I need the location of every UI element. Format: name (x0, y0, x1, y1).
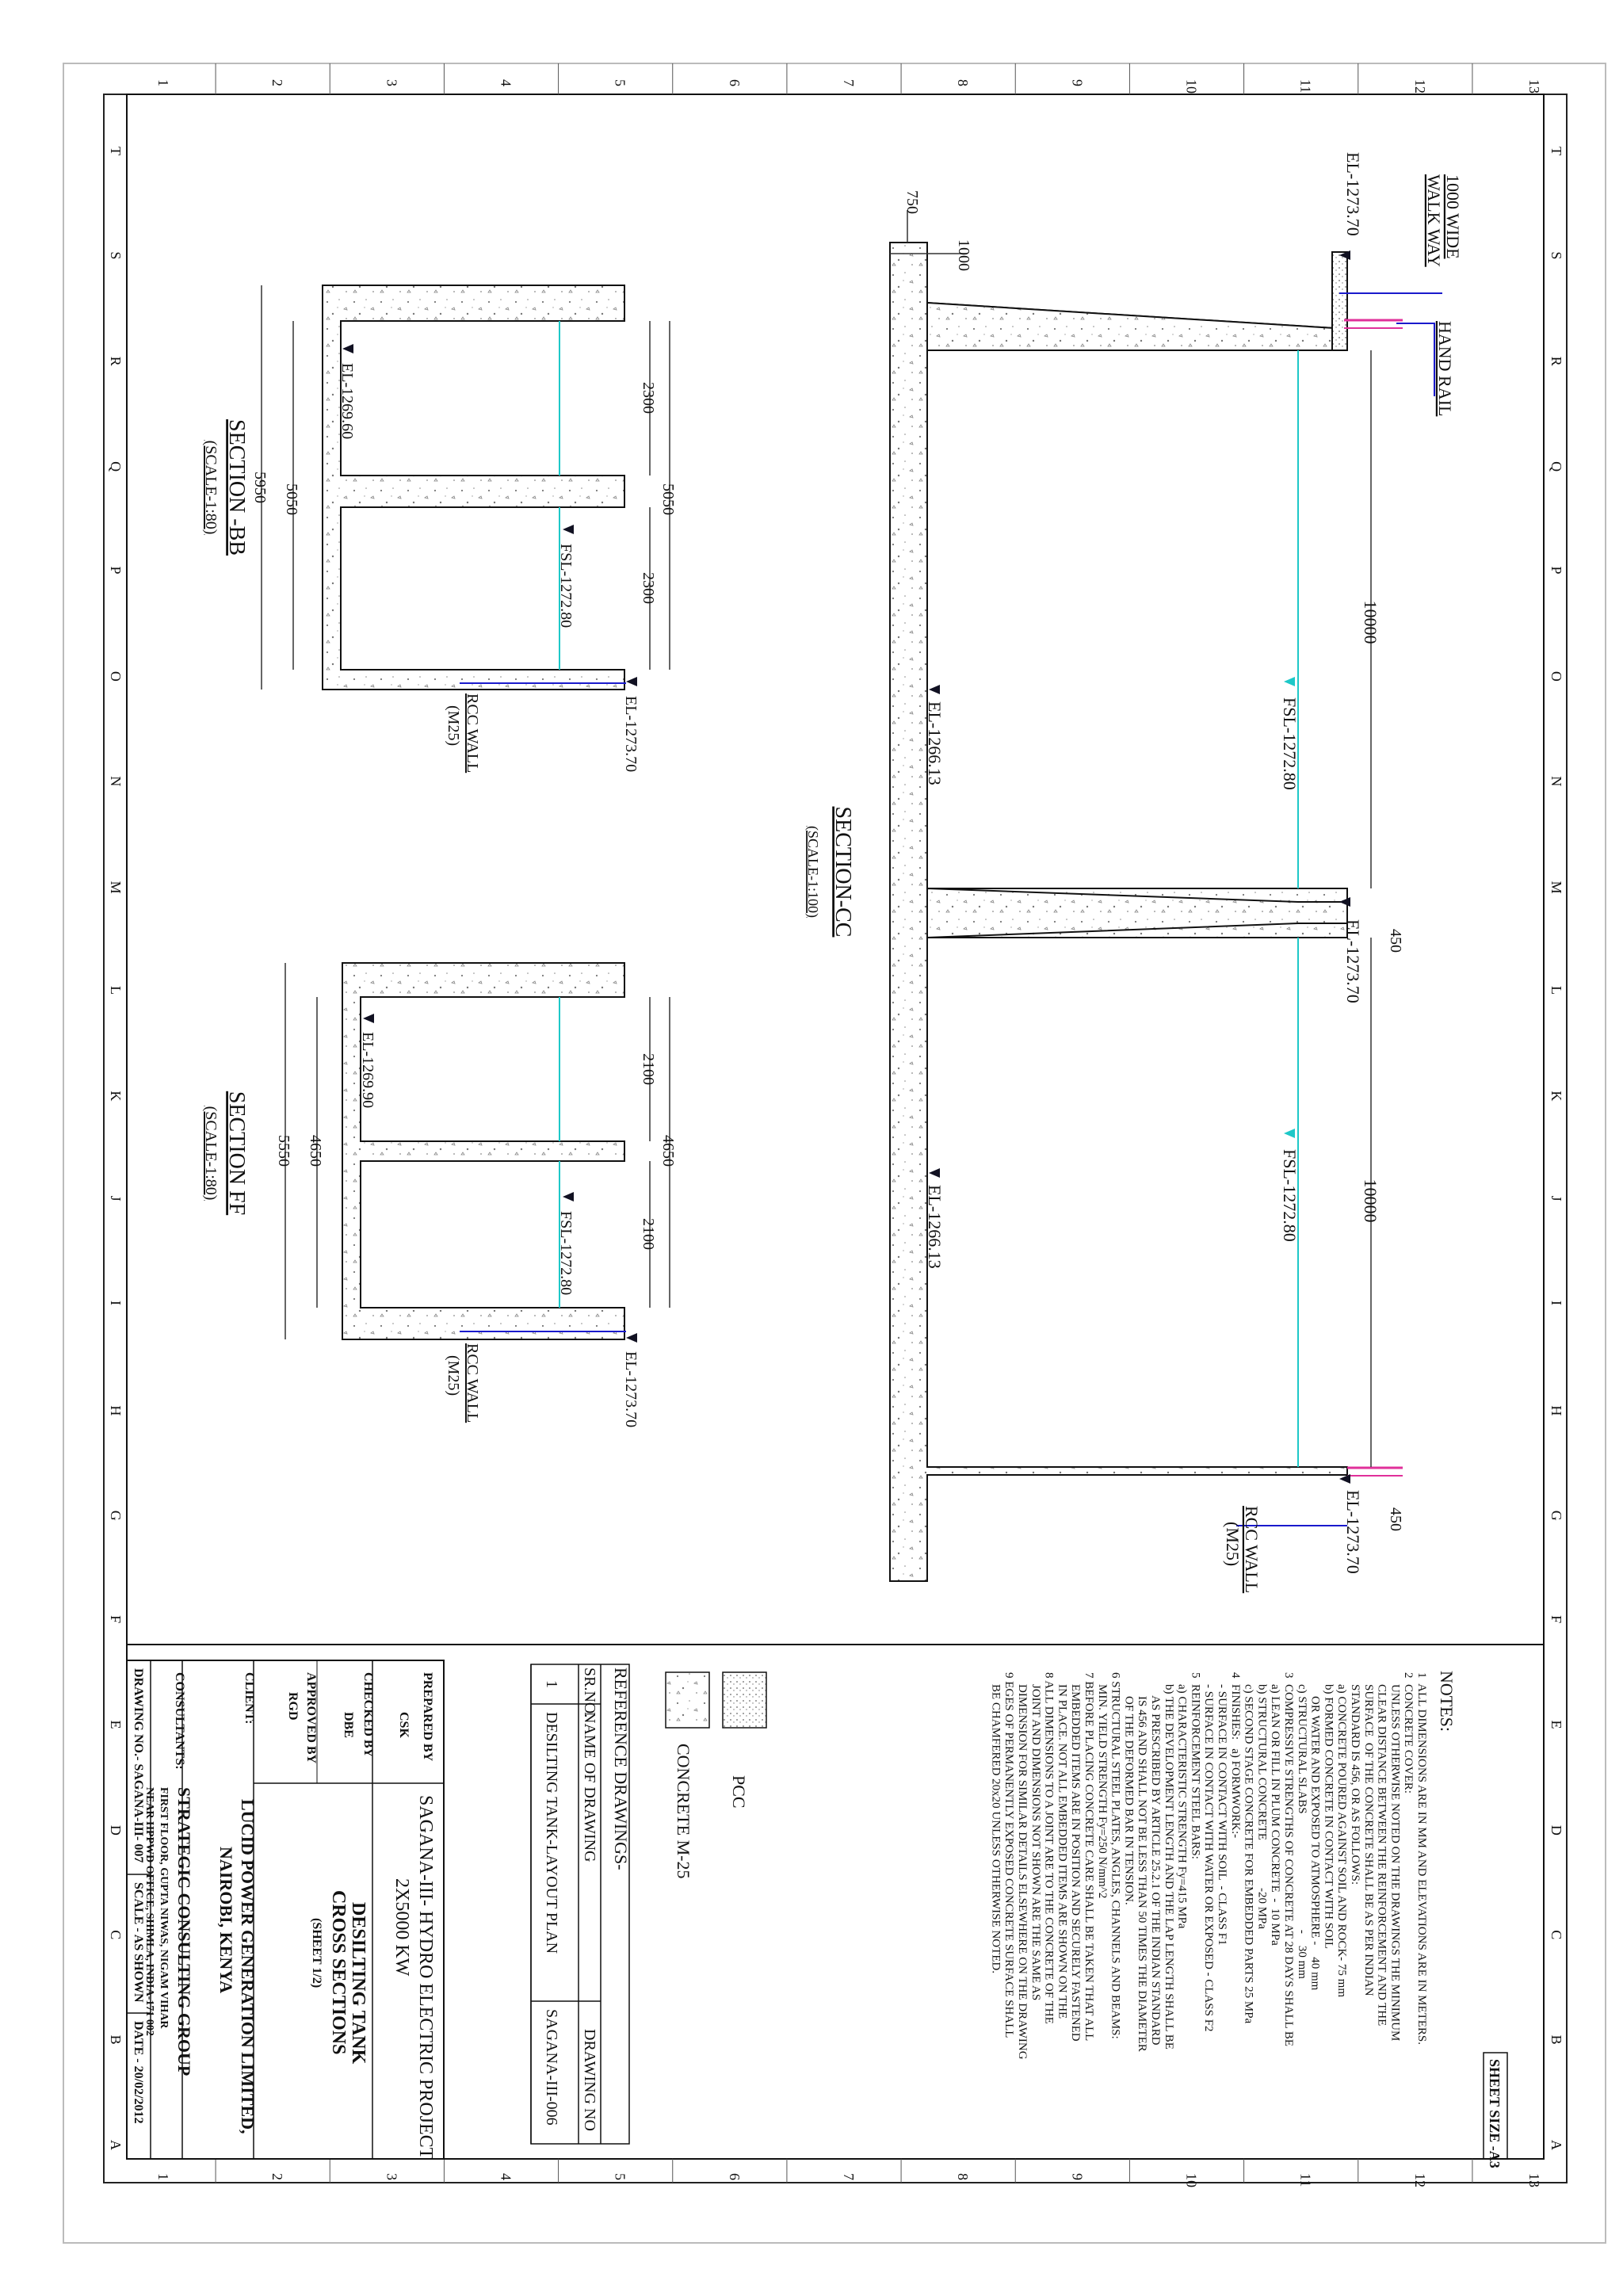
note-line: a) CONCRETE POURED AGAINST SOIL AND ROCK- 75 mm (1335, 1672, 1349, 1998)
note-line: JOINT AND DIMENSIONS NOT SHOWN ARE THE SAME AS (1029, 1672, 1042, 2001)
section-ff-title: SECTION FF (224, 1091, 249, 1216)
level-ff-fsl: FSL-1272.80 (557, 1211, 575, 1296)
grid-letter: S (108, 251, 124, 260)
level-bb-top: EL-1273.70 (622, 696, 640, 773)
grid-letter: N (108, 776, 124, 787)
walkway-slab (1332, 252, 1347, 350)
title-block (127, 1660, 444, 2160)
tb-project-1: SAGANA-III- HYDRO ELECTRIC PROJECT (415, 1795, 436, 2160)
level-mid-top: EL-1273.70 (1343, 919, 1363, 1003)
grid-letter: O (108, 670, 124, 682)
dim-bb-5050-r: 5050 (659, 483, 677, 515)
grid-letter: H (108, 1405, 124, 1416)
note-line: 4 FINISHES: a) FORMWORK:- (1228, 1672, 1242, 1839)
reference-drawings (531, 1664, 631, 2144)
grid-number: 3 (384, 2173, 400, 2180)
grid-letter: B (108, 2034, 124, 2045)
grid-letter: M (108, 881, 124, 894)
grid-letter: A (1549, 2140, 1564, 2150)
rcc-wall-ff-1: RCC WALL (464, 1343, 481, 1423)
grid-number: 7 (841, 2173, 857, 2180)
note-line: UNLESS OTHERWISE NOTED ON THE DRAWINGS THE MINIMUM (1388, 1672, 1402, 2042)
dim-ff-5550: 5550 (275, 1135, 292, 1167)
legend-pcc-swatch (723, 1672, 766, 1728)
dim-450-bottom: 450 (1387, 1507, 1404, 1531)
section-bb (202, 285, 677, 773)
grid-number: 8 (955, 2173, 972, 2180)
grid-number: 11 (1297, 79, 1314, 94)
walkway-label-1: 1000 WIDE (1443, 174, 1463, 259)
level-marker-ff-bed (363, 1014, 374, 1023)
grid-number: 10 (1183, 2173, 1200, 2187)
dim-ff-2100-b: 2100 (640, 1218, 657, 1250)
note-line: c) STRUCTURAL SLABS - 30 mm (1295, 1672, 1308, 1979)
note-line: IS 456 AND SHALL NOT BE LESS THAN 50 TIMES THE DIAMETER (1136, 1672, 1149, 2052)
note-line: STANDARD IS 456, OR AS FOLLOWS: (1349, 1672, 1361, 1885)
dim-ff-2100-a: 2100 (640, 1053, 657, 1085)
tb-drawing-no: DRAWING NO.- SAGANA-III- 007 (132, 1668, 145, 1863)
tb-drawing-title-2: CROSS SECTIONS (328, 1890, 349, 2055)
level-bb-bed: EL-1269.60 (338, 363, 356, 440)
grid-letter: L (108, 985, 124, 995)
note-line: MIN. YIELD STRENGTH Fy=250 N/mm^2 (1095, 1672, 1109, 1899)
ref-row-no: SAGANA-III-006 (543, 2009, 560, 2126)
note-line: DIMENSION FOR SIMILAR DETAILS ELSEWHERE ON THE DRAWING (1016, 1672, 1029, 2060)
bed-cc-2: EL-1266.13 (925, 1185, 945, 1269)
note-line: 3 COMPRESSIVE STRENGTHS OF CONCRETE AT 28 DAYS SHALL BE (1282, 1672, 1295, 2047)
section-cc-title: SECTION-CC (831, 806, 855, 938)
tb-approved-value: RGD (286, 1692, 300, 1721)
level-marker-bb-top (626, 677, 637, 686)
note-line: 2 CONCRETE COVER: (1402, 1672, 1415, 1794)
section-cc (804, 152, 1463, 1593)
grid-number: 10 (1183, 79, 1200, 94)
rcc-wall-cc-1: RCC WALL (1242, 1506, 1262, 1594)
grid-letter: B (1549, 2034, 1564, 2045)
grid-number: 5 (612, 2173, 628, 2180)
note-line: EMBEDDED ITEMS ARE IN POSITION AND SECURELY FASTENED (1069, 1672, 1083, 2042)
note-line: c) SECOND STAGE CONCRETE FOR EMBEDDED PARTS 25 MPa (1242, 1672, 1255, 2024)
grid-letter: L (1549, 985, 1564, 995)
ref-title: REFERENCE DRAWINGS- (611, 1668, 631, 1870)
ref-row-name: DESILTING TANK-LAYOUT PLAN (543, 1712, 560, 1954)
grid-number: 12 (1411, 2173, 1428, 2187)
section-cc-wedge-top (927, 303, 1347, 350)
note-line: b) STRUCTURAL CONCRETE -20 MPa (1255, 1672, 1269, 1930)
dim-bb-5050-l: 5050 (283, 483, 300, 515)
grid-letter: C (108, 1930, 124, 1940)
grid-number: 4 (498, 2173, 514, 2180)
level-walkway: EL-1273.70 (1343, 152, 1363, 236)
grid-letter: K (108, 1091, 124, 1102)
rcc-wall-ff-2: (M25) (445, 1355, 462, 1396)
grid-letter: F (108, 1615, 124, 1624)
dim-750: 750 (903, 190, 921, 214)
note-line: AS PRESCRIBED BY ARTICLE 25.2.1 OF THE INDIAN STANDARD (1149, 1672, 1162, 2046)
dim-bb-2300-a: 2300 (640, 382, 657, 414)
note-line: - SURFACE IN CONTACT WITH SOIL - CLASS F1 (1216, 1672, 1228, 1946)
level-ff-top: EL-1273.70 (622, 1351, 640, 1428)
tb-scale: SCALE - AS SHOWN (132, 1882, 145, 2003)
legend-pcc-label: PCC (729, 1775, 749, 1809)
grid-letter: G (1549, 1510, 1564, 1521)
tb-drawing-title-3: (SHEET 1/2) (310, 1918, 323, 1988)
section-ff-concrete (342, 963, 624, 1339)
grid-letter: R (108, 356, 124, 366)
grid-letter: R (1549, 356, 1564, 366)
grid-number: 1 (155, 2173, 171, 2180)
grid-number: 13 (1526, 2173, 1542, 2187)
dim-1000: 1000 (955, 239, 972, 271)
legend (666, 1672, 766, 1879)
level-marker-bb-bed (342, 344, 353, 353)
grid-letter: F (1549, 1615, 1564, 1624)
dim-10000-b: 10000 (1361, 1179, 1381, 1223)
section-ff (202, 963, 677, 1427)
note-line: 7 BEFORE PLACING CONCRETE CARE SHALL BE TAKEN THAT ALL (1083, 1672, 1095, 2042)
note-line: SURFACE OF THE CONCRETE SHALL BE AS PER INDIAN (1361, 1672, 1375, 1996)
section-bb-concrete (323, 285, 624, 690)
note-line: OR WATER AND EXPOSED TO ATMOSPHERE - 40 mm (1308, 1672, 1322, 1991)
grid-letter: P (1549, 566, 1564, 575)
grid-number: 11 (1297, 2173, 1314, 2187)
note-line: a) CHARACTERISTIC STRENGTH Fy=415 MPa (1175, 1672, 1189, 1929)
note-line: 1 ALL DIMENSIONS ARE IN MM AND ELEVATIONS ARE IN METERS. (1415, 1672, 1428, 2046)
grid-number: 9 (1069, 79, 1086, 86)
ref-row-srno: 1 (543, 1680, 560, 1688)
tb-drawing-title-1: DESILTING TANK (348, 1902, 369, 2065)
legend-concrete-swatch (666, 1672, 709, 1728)
note-line: 5 REINFORCEMENT STEEL BARS: (1189, 1672, 1202, 1859)
section-cc-base-cutout-2 (927, 938, 1298, 1467)
tb-consultant-1: STRATEGIC CONSULTING GROUP (174, 1787, 194, 2076)
grid-letter: P (108, 566, 124, 575)
tb-consultant-3: NEAR HPPWD OFFICE, SHIMLA, INDIA-171 002 (143, 1787, 155, 2036)
level-bb-fsl: FSL-1272.80 (557, 544, 575, 628)
tb-consultants-label: CONSULTANTS: (173, 1672, 186, 1770)
tb-date: DATE - 20/02/2012 (132, 2021, 145, 2124)
section-bb-scale: (SCALE-1:80) (202, 440, 220, 535)
grid-number: 3 (384, 79, 400, 86)
section-ff-scale: (SCALE-1:80) (202, 1106, 220, 1201)
grid-number: 5 (612, 79, 628, 86)
level-marker-ff-fsl (563, 1192, 574, 1201)
grid-letter: H (1549, 1405, 1564, 1416)
grid-letter: M (1549, 881, 1564, 894)
grid-number: 12 (1411, 79, 1428, 94)
grid-letter: T (108, 147, 124, 155)
handrail-leader (1396, 323, 1434, 396)
tb-prepared-value: CSK (397, 1712, 411, 1738)
tb-checked-label: CHECKED BY (361, 1672, 375, 1758)
tb-client-label: CLIENT: (242, 1672, 256, 1725)
ref-header-srno: SR.NO. (581, 1668, 598, 1718)
grid-letter: K (1549, 1091, 1564, 1102)
section-cc-scale: (SCALE-1:100) (805, 826, 821, 918)
tb-approved-label: APPROVED BY (304, 1672, 318, 1764)
section-cc-base-cutout (927, 350, 1298, 888)
note-line: 8 ALL DIMENSIONS TO A JOINT ARE TO THE CONCRETE OF THE (1042, 1672, 1056, 2024)
grid-number: 4 (498, 79, 514, 86)
ref-header-name: NAME OF DRAWING (581, 1712, 598, 1862)
fsl-cc-2: FSL-1272.80 (1280, 1149, 1300, 1242)
grid-number: 8 (955, 79, 972, 86)
note-line: BE CHAMFERED 20x20 UNLESS OTHERWISE NOTED. (989, 1672, 1002, 1974)
sheet-size-label: SHEET SIZE -A3 (1487, 2059, 1503, 2168)
grid-letter: N (1549, 776, 1564, 787)
rcc-wall-cc-2: (M25) (1223, 1522, 1243, 1567)
grid-number: 2 (269, 79, 286, 86)
note-line: 6 STRUCTURAL STEEL PLATES, ANGLES, CHANNELS AND BEAMS: (1109, 1672, 1122, 2039)
dim-10000-a: 10000 (1361, 600, 1381, 644)
dim-ff-4650-l: 4650 (307, 1135, 324, 1167)
grid-letter: D (108, 1824, 124, 1836)
bed-cc-1: EL-1266.13 (925, 701, 945, 785)
grid-letter: C (1549, 1930, 1564, 1940)
notes-title: NOTES: (1437, 1671, 1457, 1732)
grid-letter: O (1549, 670, 1564, 682)
grid-number: 9 (1069, 2173, 1086, 2180)
tb-client-1: LUCID POWER GENERATION LIMITED, (238, 1799, 258, 2134)
grid-letter: G (108, 1510, 124, 1521)
section-bb-title: SECTION -BB (224, 419, 249, 556)
fsl-cc-1: FSL-1272.80 (1280, 697, 1300, 790)
grid-letter: J (108, 1195, 124, 1201)
note-line: - SURFACE IN CONTACT WITH WATER OR EXPOSED - CLASS F2 (1202, 1672, 1216, 2032)
rcc-wall-bb-1: RCC WALL (464, 693, 481, 774)
grid-letter: Q (108, 461, 124, 472)
grid-letter: D (1549, 1824, 1564, 1836)
level-marker-ff-top (626, 1333, 637, 1343)
grid-letter: A (108, 2140, 124, 2150)
grid-letter: I (1549, 1301, 1564, 1306)
dim-450-top: 450 (1387, 929, 1404, 953)
dim-bb-2300-b: 2300 (640, 572, 657, 604)
grid-number: 7 (841, 79, 857, 86)
grid-number: 6 (726, 79, 743, 86)
note-line: CLEAR DISTANCE BETWEEN THE REINFORCEMENT AND THE (1375, 1672, 1388, 2027)
grid-letter: E (1549, 1720, 1564, 1729)
grid-letter: E (108, 1720, 124, 1729)
level-marker-bb-fsl (563, 525, 574, 534)
tb-client-2: NAIROBI, KENYA (216, 1847, 236, 1994)
grid-number: 6 (726, 2173, 743, 2180)
handrail-label: HAND RAIL (1435, 321, 1455, 417)
grid-letter: T (1549, 147, 1564, 155)
rcc-wall-bb-2: (M25) (445, 705, 462, 747)
grid-letter: I (108, 1301, 124, 1306)
grid-letter: Q (1549, 461, 1564, 472)
note-line: IN PLACE. NOT ALL EMBEDDED ITEMS ARE SHOWN ON THE (1056, 1672, 1069, 2019)
grid-letter: J (1549, 1195, 1564, 1201)
grid-number: 13 (1526, 79, 1542, 94)
notes-block (989, 1671, 1457, 2060)
note-line: a) LEAN OR FILL IN PLUM CONCRETE - 10 MPa (1269, 1672, 1282, 1946)
note-line: OF THE DEFORMED BAR IN TENSION. (1122, 1672, 1136, 1905)
note-line: b) FORMED CONCRETE IN CONTACT WITH SOIL (1322, 1672, 1335, 1950)
level-ff-bed: EL-1269.90 (359, 1032, 376, 1109)
ref-header-no: DRAWING NO (581, 2029, 598, 2131)
note-line: 9 EGES OF PERMANENTLY EXPOSED CONCRETE SURFACE SHALL (1002, 1672, 1016, 2038)
dim-ff-4650-r: 4650 (659, 1135, 677, 1167)
tb-project-2: 2X5000 KW (391, 1878, 412, 1977)
dim-bb-5950: 5950 (251, 472, 269, 503)
note-line: b) THE DEVELOPMENT LENGTH AND THE LAP LENGTH SHALL BE (1162, 1672, 1175, 2050)
walkway-label-2: WALK WAY (1424, 174, 1444, 267)
tb-checked-value: DBE (342, 1712, 355, 1738)
tb-prepared-label: PREPARED BY (421, 1672, 434, 1762)
legend-concrete-label: CONCRETE M-25 (674, 1744, 693, 1879)
grid-number: 1 (155, 79, 171, 86)
grid-letter: S (1549, 251, 1564, 260)
level-right-top: EL-1273.70 (1343, 1490, 1363, 1574)
grid-number: 2 (269, 2173, 286, 2180)
tb-consultant-2: FIRST FLOOR, GUPTA NIWAS, NIGAM VIHAR (158, 1787, 170, 2029)
